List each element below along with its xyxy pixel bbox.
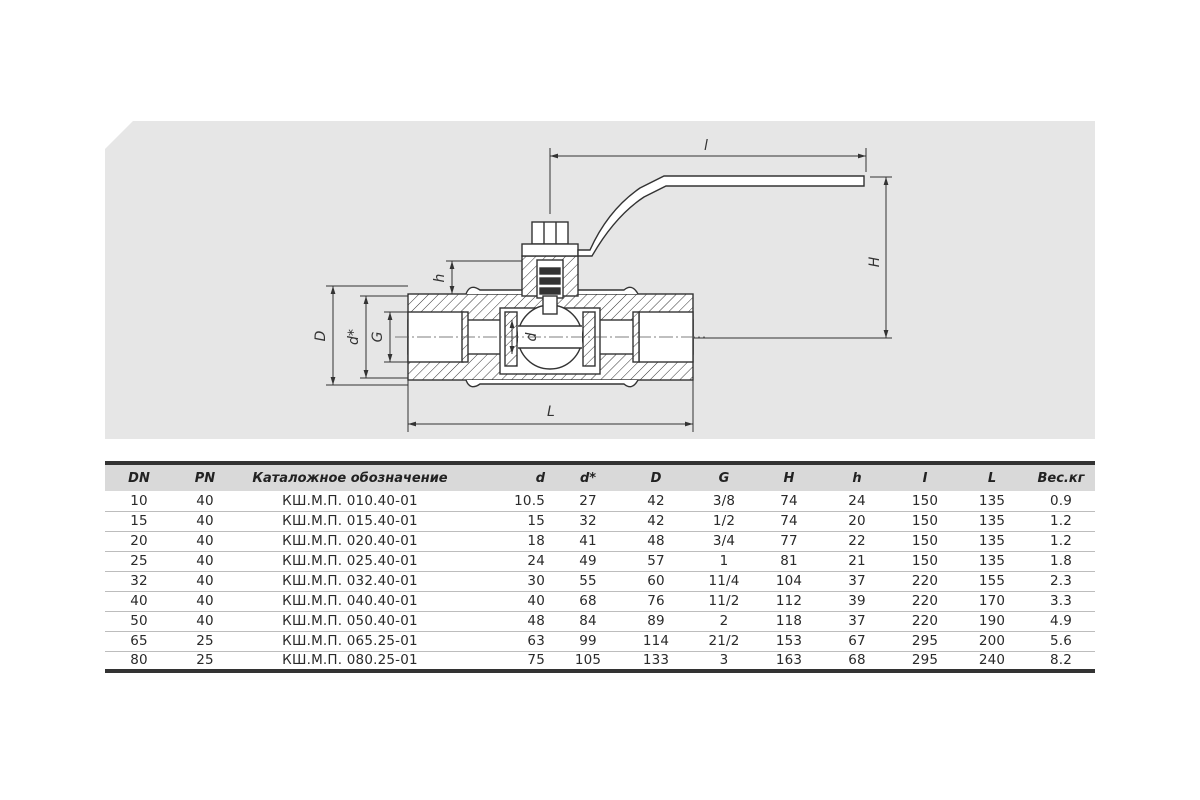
table-cell: 84 — [555, 611, 621, 631]
table-cell: 135 — [957, 491, 1027, 511]
table-cell: 15 — [105, 511, 173, 531]
table-cell: 135 — [957, 531, 1027, 551]
table-cell: КШ.М.П. 080.25-01 — [237, 651, 463, 671]
table-cell: 18 — [463, 531, 555, 551]
table-cell: 30 — [463, 571, 555, 591]
table-cell: 40 — [173, 591, 237, 611]
table-cell: 3/4 — [691, 531, 757, 551]
table-row — [105, 531, 1095, 551]
table-cell: 48 — [463, 611, 555, 631]
table-row — [105, 551, 1095, 571]
table-cell: 40 — [173, 571, 237, 591]
table-cell: 27 — [555, 491, 621, 511]
table-cell: КШ.М.П. 032.40-01 — [237, 571, 463, 591]
table-cell: 40 — [173, 611, 237, 631]
table-cell: 133 — [621, 651, 691, 671]
table-row — [105, 571, 1095, 591]
col-header-l: L — [957, 463, 1027, 491]
table-cell: 190 — [957, 611, 1027, 631]
table-cell: 3/8 — [691, 491, 757, 511]
table-cell: 24 — [463, 551, 555, 571]
table-cell: 63 — [463, 631, 555, 651]
label-length: L — [547, 404, 555, 420]
table-cell: 57 — [621, 551, 691, 571]
table-cell: 220 — [893, 591, 957, 611]
table-cell: КШ.М.П. 015.40-01 — [237, 511, 463, 531]
label-stem-height: h — [432, 273, 448, 283]
table-cell: 42 — [621, 491, 691, 511]
col-header-d: d — [463, 463, 555, 491]
table-cell: 60 — [621, 571, 691, 591]
table-cell: 25 — [173, 631, 237, 651]
table-cell: 37 — [821, 571, 893, 591]
table-cell: 40 — [173, 551, 237, 571]
table-cell: 74 — [757, 511, 821, 531]
table-cell: 76 — [621, 591, 691, 611]
table-cell: 74 — [757, 491, 821, 511]
table-cell: 135 — [957, 551, 1027, 571]
table-cell: 1 — [691, 551, 757, 571]
label-outer-diameter: D — [313, 330, 329, 342]
specification-table — [105, 461, 1095, 673]
table-cell: 55 — [555, 571, 621, 591]
table-cell: 150 — [893, 491, 957, 511]
table-cell: 68 — [821, 651, 893, 671]
table-cell: 81 — [757, 551, 821, 571]
label-bore: d — [524, 332, 540, 342]
table-cell: 170 — [957, 591, 1027, 611]
table-cell: 40 — [463, 591, 555, 611]
table-cell: 15 — [463, 511, 555, 531]
col-header-pn: PN — [173, 463, 237, 491]
table-cell: 24 — [821, 491, 893, 511]
table-cell: 105 — [555, 651, 621, 671]
table-cell: 150 — [893, 551, 957, 571]
col-header-h-upper: H — [757, 463, 821, 491]
table-cell: 1.2 — [1027, 531, 1095, 551]
table-cell: 39 — [821, 591, 893, 611]
table-cell: КШ.М.П. 010.40-01 — [237, 491, 463, 511]
table-cell: 89 — [621, 611, 691, 631]
table-cell: 25 — [105, 551, 173, 571]
table-cell: 155 — [957, 571, 1027, 591]
table-cell: 67 — [821, 631, 893, 651]
table-cell: 20 — [105, 531, 173, 551]
table-cell: 295 — [893, 651, 957, 671]
table-cell: 99 — [555, 631, 621, 651]
table-cell: 68 — [555, 591, 621, 611]
table-cell: 77 — [757, 531, 821, 551]
label-height: H — [867, 256, 883, 268]
table-cell: 163 — [757, 651, 821, 671]
table-cell: 150 — [893, 511, 957, 531]
table-cell: 2.3 — [1027, 571, 1095, 591]
table-cell: КШ.М.П. 040.40-01 — [237, 591, 463, 611]
table-cell: 114 — [621, 631, 691, 651]
table-header-row — [105, 463, 1095, 491]
label-handle-length: l — [704, 138, 708, 154]
table-cell: 40 — [173, 531, 237, 551]
table-cell: 65 — [105, 631, 173, 651]
col-header-h-lower: h — [821, 463, 893, 491]
table-cell: 220 — [893, 571, 957, 591]
table-cell: 3 — [691, 651, 757, 671]
table-cell: 25 — [173, 651, 237, 671]
label-thread-outer-diameter: d* — [346, 329, 362, 345]
table-cell: 40 — [105, 591, 173, 611]
table-row — [105, 611, 1095, 631]
col-header-outer-d: D — [621, 463, 691, 491]
table-cell: 240 — [957, 651, 1027, 671]
table-row — [105, 511, 1095, 531]
table-row — [105, 591, 1095, 611]
table-cell: 5.6 — [1027, 631, 1095, 651]
col-header-g: G — [691, 463, 757, 491]
table-cell: 40 — [173, 491, 237, 511]
table-cell: 20 — [821, 511, 893, 531]
col-header-dn: DN — [105, 463, 173, 491]
table-cell: 220 — [893, 611, 957, 631]
table-cell: КШ.М.П. 065.25-01 — [237, 631, 463, 651]
table-cell: 4.9 — [1027, 611, 1095, 631]
table-cell: 8.2 — [1027, 651, 1095, 671]
table-cell: 3.3 — [1027, 591, 1095, 611]
table-cell: 11/2 — [691, 591, 757, 611]
table-cell: 41 — [555, 531, 621, 551]
table-cell: КШ.М.П. 025.40-01 — [237, 551, 463, 571]
col-header-d-star: d* — [555, 463, 621, 491]
table-cell: 10.5 — [463, 491, 555, 511]
table-row — [105, 631, 1095, 651]
table-cell: КШ.М.П. 050.40-01 — [237, 611, 463, 631]
table-cell: 21 — [821, 551, 893, 571]
col-header-i: I — [893, 463, 957, 491]
table-row — [105, 491, 1095, 511]
table-cell: 21/2 — [691, 631, 757, 651]
table-cell: 42 — [621, 511, 691, 531]
table-cell: 10 — [105, 491, 173, 511]
table-cell: 2 — [691, 611, 757, 631]
table-cell: 135 — [957, 511, 1027, 531]
table-cell: 50 — [105, 611, 173, 631]
col-header-catalog: Каталожное обозначение — [237, 463, 463, 491]
table-cell: 32 — [555, 511, 621, 531]
label-thread: G — [370, 331, 386, 343]
table-cell: 49 — [555, 551, 621, 571]
table-cell: 150 — [893, 531, 957, 551]
table-cell: 80 — [105, 651, 173, 671]
table-cell: 118 — [757, 611, 821, 631]
table-row — [105, 651, 1095, 671]
table-cell: 1.8 — [1027, 551, 1095, 571]
table-cell: 153 — [757, 631, 821, 651]
table-cell: 22 — [821, 531, 893, 551]
table-cell: 37 — [821, 611, 893, 631]
table-cell: 0.9 — [1027, 491, 1095, 511]
col-header-weight: Вес.кг — [1027, 463, 1095, 491]
table-cell: 75 — [463, 651, 555, 671]
table-cell: 11/4 — [691, 571, 757, 591]
table-cell: КШ.М.П. 020.40-01 — [237, 531, 463, 551]
table-cell: 112 — [757, 591, 821, 611]
drawing-background — [105, 121, 1095, 439]
table-cell: 104 — [757, 571, 821, 591]
table-cell: 48 — [621, 531, 691, 551]
table-cell: 32 — [105, 571, 173, 591]
table-cell: 1.2 — [1027, 511, 1095, 531]
table-cell: 40 — [173, 511, 237, 531]
table-cell: 200 — [957, 631, 1027, 651]
table-cell: 1/2 — [691, 511, 757, 531]
table-cell: 295 — [893, 631, 957, 651]
